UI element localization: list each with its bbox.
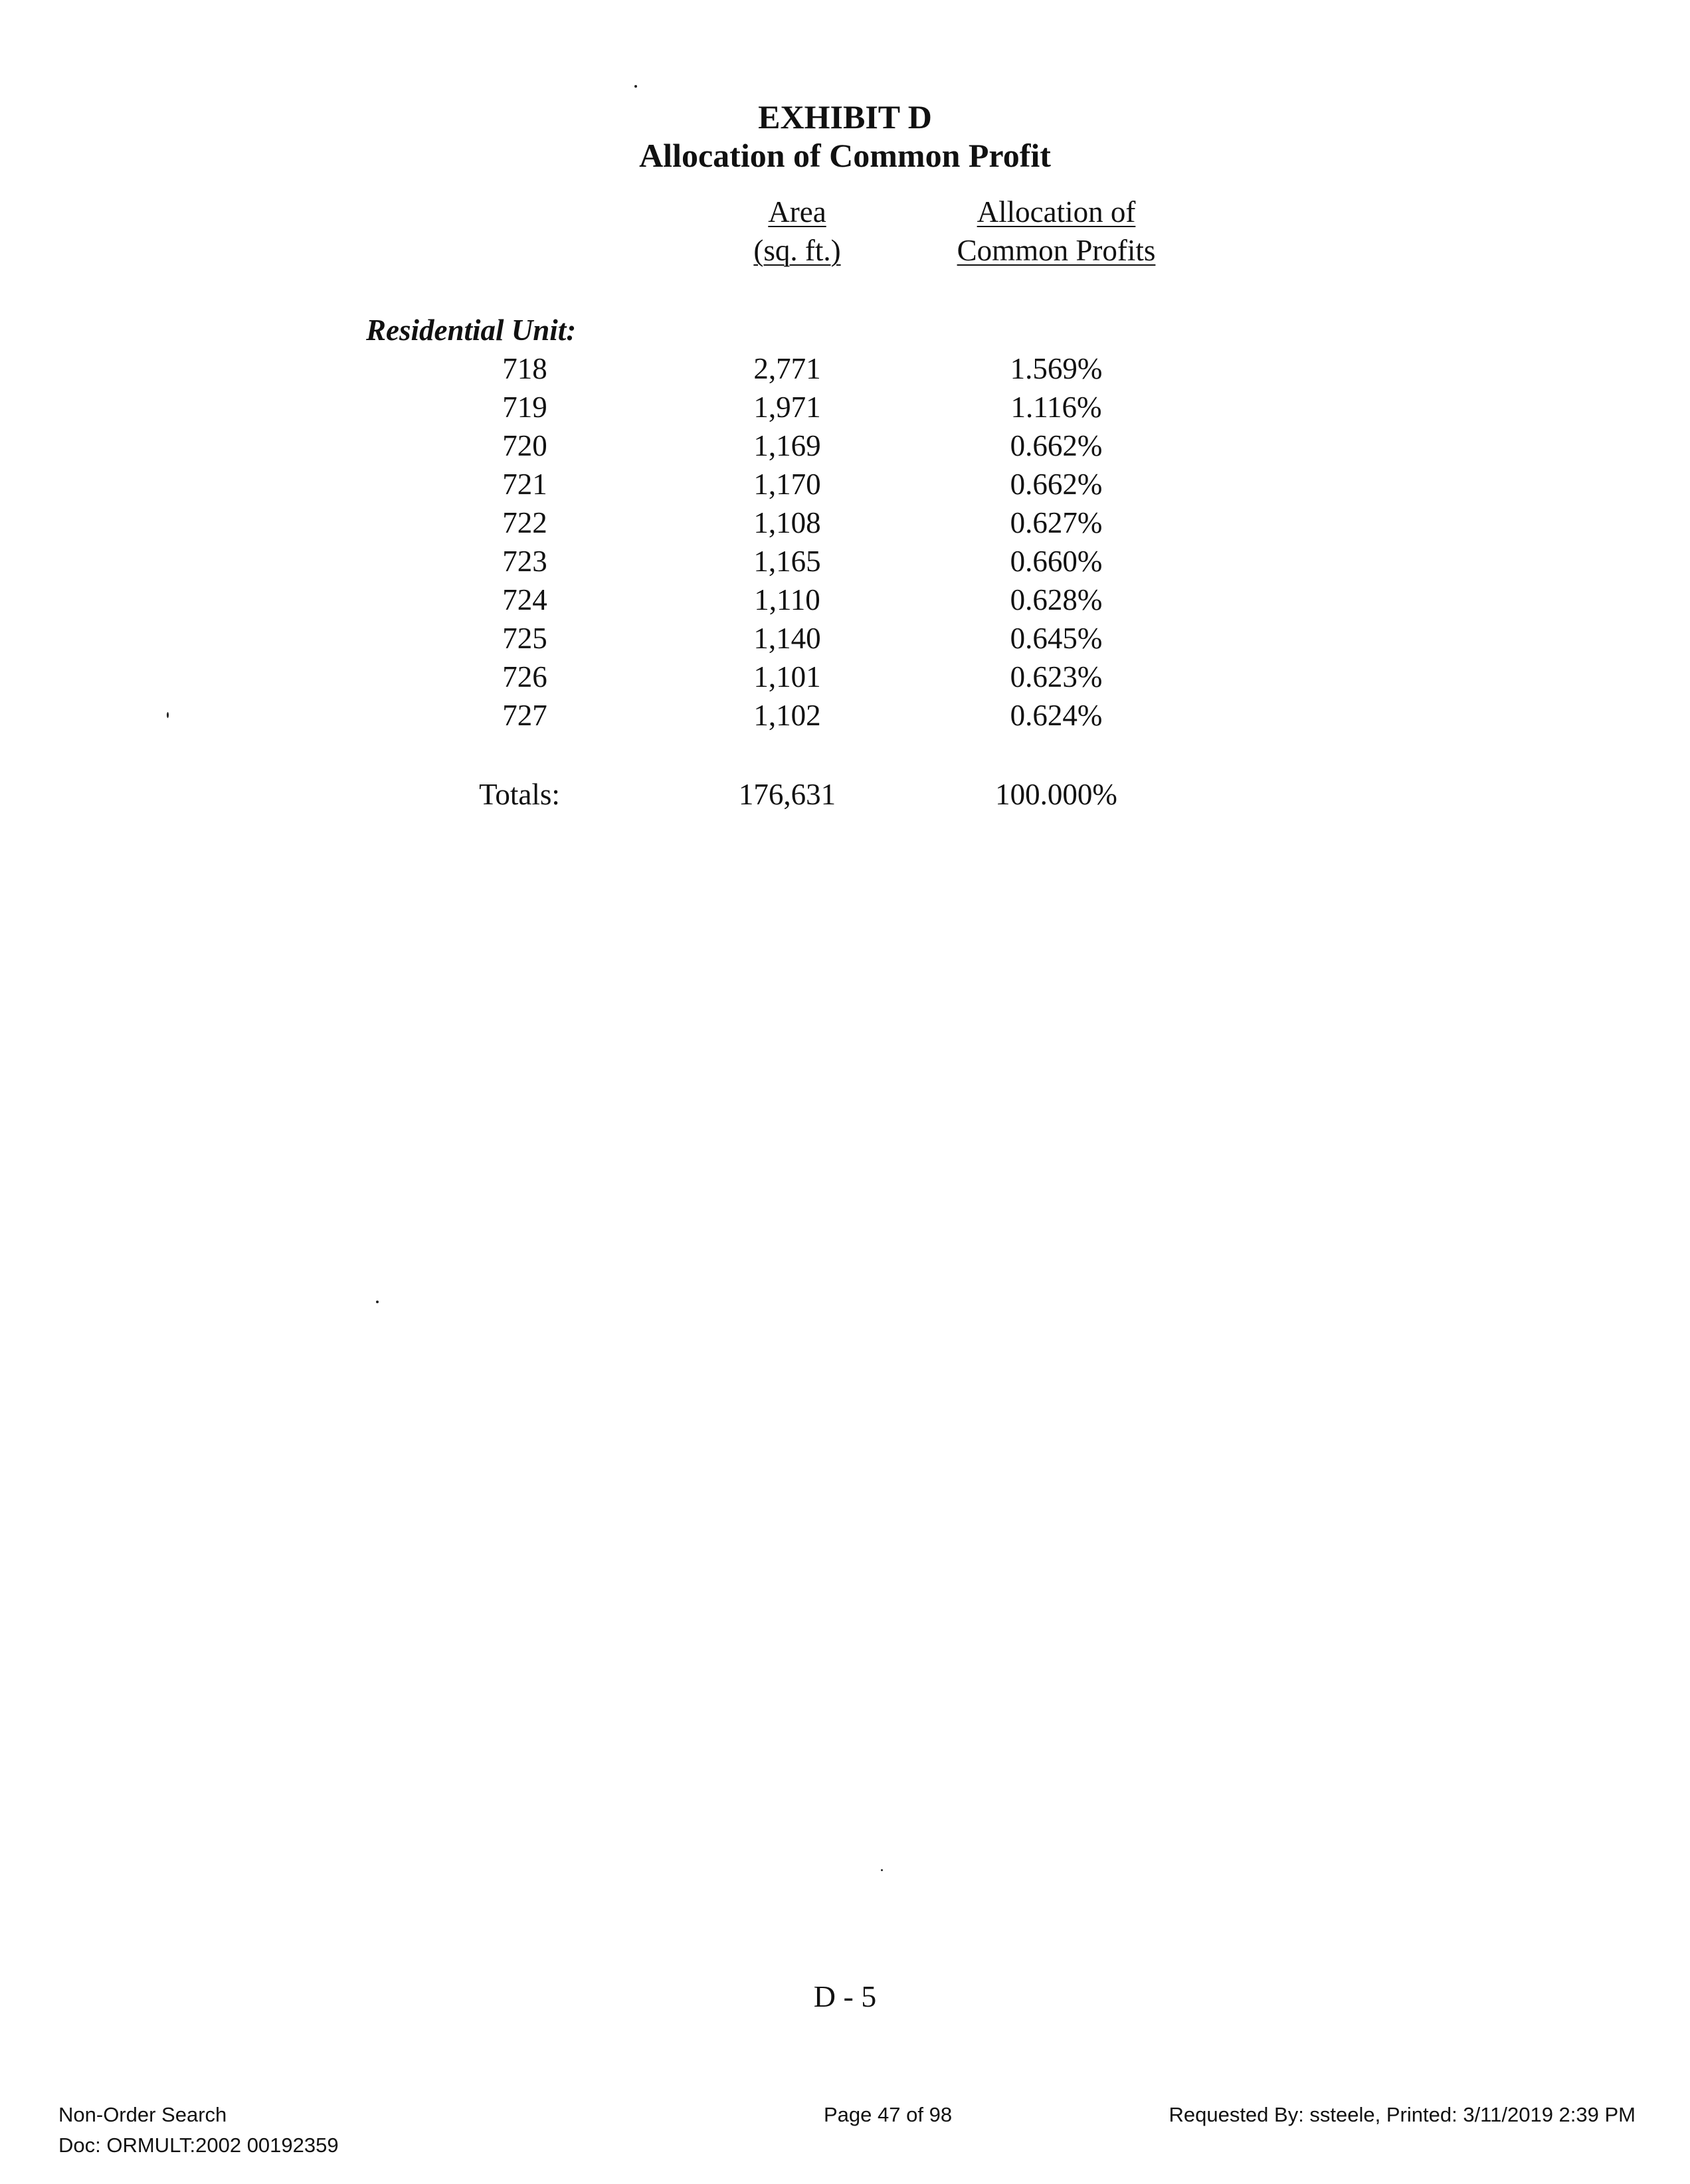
unit-allocation: 0.660%	[1010, 545, 1103, 578]
scan-speck	[634, 85, 637, 88]
unit-allocation: 0.628%	[1010, 583, 1103, 616]
unit-number: 721	[502, 468, 547, 501]
unit-allocation: 0.624%	[1010, 699, 1103, 732]
unit-area: 1,165	[753, 545, 821, 578]
unit-allocation: 0.627%	[1010, 506, 1103, 539]
unit-allocation: 0.623%	[1010, 660, 1103, 693]
allocation-column-header: Allocation of	[977, 195, 1136, 228]
unit-area: 1,102	[753, 699, 821, 732]
unit-area: 1,169	[753, 429, 821, 462]
unit-number: 726	[502, 660, 547, 693]
area-column-header: Area	[768, 195, 826, 228]
unit-number: 722	[502, 506, 547, 539]
unit-number: 725	[502, 622, 547, 655]
unit-number: 724	[502, 583, 547, 616]
scan-speck	[376, 1301, 379, 1303]
footer-page-count: Page 47 of 98	[824, 2103, 953, 2126]
unit-area: 1,971	[753, 391, 821, 424]
scan-speck	[881, 1869, 883, 1871]
unit-area: 1,110	[754, 583, 820, 616]
scan-speck	[167, 712, 169, 718]
section-label: Residential Unit:	[366, 314, 577, 347]
footer-doc-id: Doc: ORMULT:2002 00192359	[58, 2134, 339, 2157]
unit-allocation: 0.645%	[1010, 622, 1103, 655]
footer-requested-by: Requested By: ssteele, Printed: 3/11/2019 2:39 PM	[1169, 2103, 1636, 2126]
area-column-unit: (sq. ft.)	[753, 234, 841, 267]
exhibit-title: EXHIBIT D	[758, 98, 932, 136]
unit-allocation: 0.662%	[1010, 468, 1103, 501]
unit-allocation: 0.662%	[1010, 429, 1103, 462]
unit-area: 1,170	[753, 468, 821, 501]
exhibit-subtitle: Allocation of Common Profit	[639, 137, 1051, 174]
unit-number: 720	[502, 429, 547, 462]
unit-number: 727	[502, 699, 547, 732]
totals-area: 176,631	[738, 778, 836, 811]
totals-label: Totals:	[479, 778, 560, 811]
unit-allocation: 1.569%	[1010, 352, 1103, 385]
unit-number: 719	[502, 391, 547, 424]
unit-area: 1,108	[753, 506, 821, 539]
unit-allocation: 1.116%	[1010, 391, 1102, 424]
unit-area: 1,140	[753, 622, 821, 655]
unit-area: 1,101	[753, 660, 821, 693]
footer-search-type: Non-Order Search	[58, 2103, 227, 2126]
unit-number: 718	[502, 352, 547, 385]
totals-allocation: 100.000%	[995, 778, 1117, 811]
unit-number: 723	[502, 545, 547, 578]
page-label: D - 5	[813, 1979, 877, 2013]
allocation-column-header-2: Common Profits	[957, 234, 1156, 267]
unit-area: 2,771	[753, 352, 821, 385]
